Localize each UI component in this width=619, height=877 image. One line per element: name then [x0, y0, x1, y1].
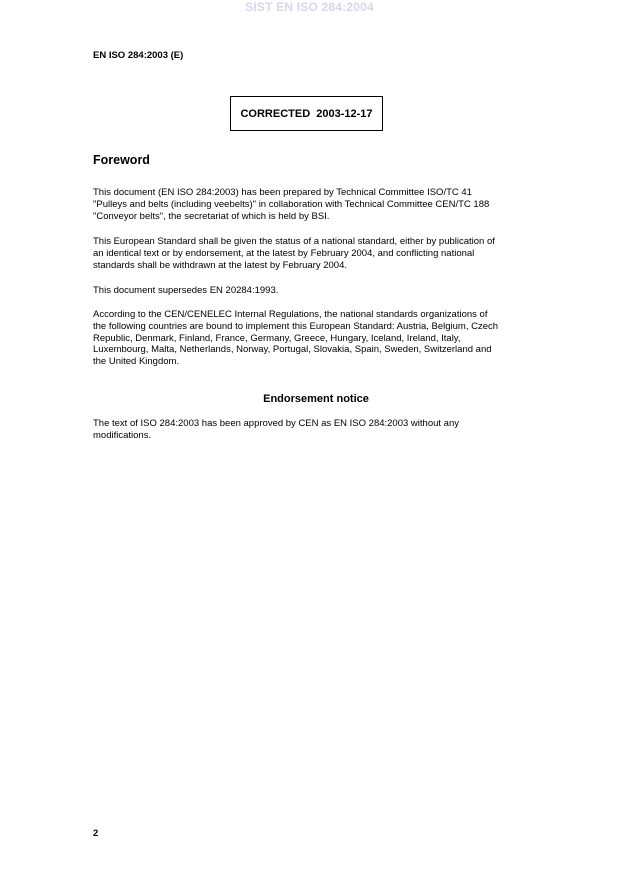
document-id: EN ISO 284:2003 (E) — [93, 50, 184, 61]
text-line: the United Kingdom. — [93, 356, 180, 368]
text-line: Republic, Denmark, Finland, France, Germany, Greece, Hungary, Iceland, Ireland, Italy, — [93, 332, 461, 344]
foreword-paragraph-1 — [93, 187, 543, 222]
corrected-notice-box: CORRECTED 2003-12-17 — [230, 96, 383, 131]
text-line: According to the CEN/CENELEC Internal Regulations, the national standards organizations of — [93, 309, 488, 320]
page-number: 2 — [93, 828, 99, 839]
foreword-heading: Foreword — [93, 153, 150, 167]
watermark: SIST EN ISO 284:2004 — [245, 0, 374, 14]
text-line: an identical text or by endorsement, at the latest by February 2004, and conflicting national — [93, 247, 475, 259]
endorsement-paragraph — [93, 418, 543, 442]
text-line: This European Standard shall be given the status of a national standard, either by publication of — [93, 236, 495, 247]
text-line: This document supersedes EN 20284:1993. — [93, 285, 279, 296]
text-line: The text of ISO 284:2003 has been approved by CEN as EN ISO 284:2003 without any — [93, 418, 459, 429]
foreword-paragraph-4 — [93, 309, 543, 368]
foreword-paragraph-3 — [93, 285, 543, 297]
text-line: "Pulleys and belts (including veebelts)" in collaboration with Technical Committee CEN/TC 188 — [93, 198, 490, 210]
text-line: the following countries are bound to implement this European Standard: Austria, Belgium, Czech — [93, 320, 499, 332]
text-line: standards shall be withdrawn at the latest by February 2004. — [93, 259, 348, 271]
endorsement-heading: Endorsement notice — [263, 393, 369, 405]
text-line: modifications. — [93, 429, 152, 441]
text-line: "Conveyor belts", the secretariat of which is held by BSI. — [93, 210, 330, 222]
foreword-paragraph-2 — [93, 236, 543, 271]
text-line: Luxembourg, Malta, Netherlands, Norway, Portugal, Slovakia, Spain, Sweden, Switzerland and — [93, 344, 492, 356]
text-line: This document (EN ISO 284:2003) has been prepared by Technical Committee ISO/TC 41 — [93, 187, 472, 198]
